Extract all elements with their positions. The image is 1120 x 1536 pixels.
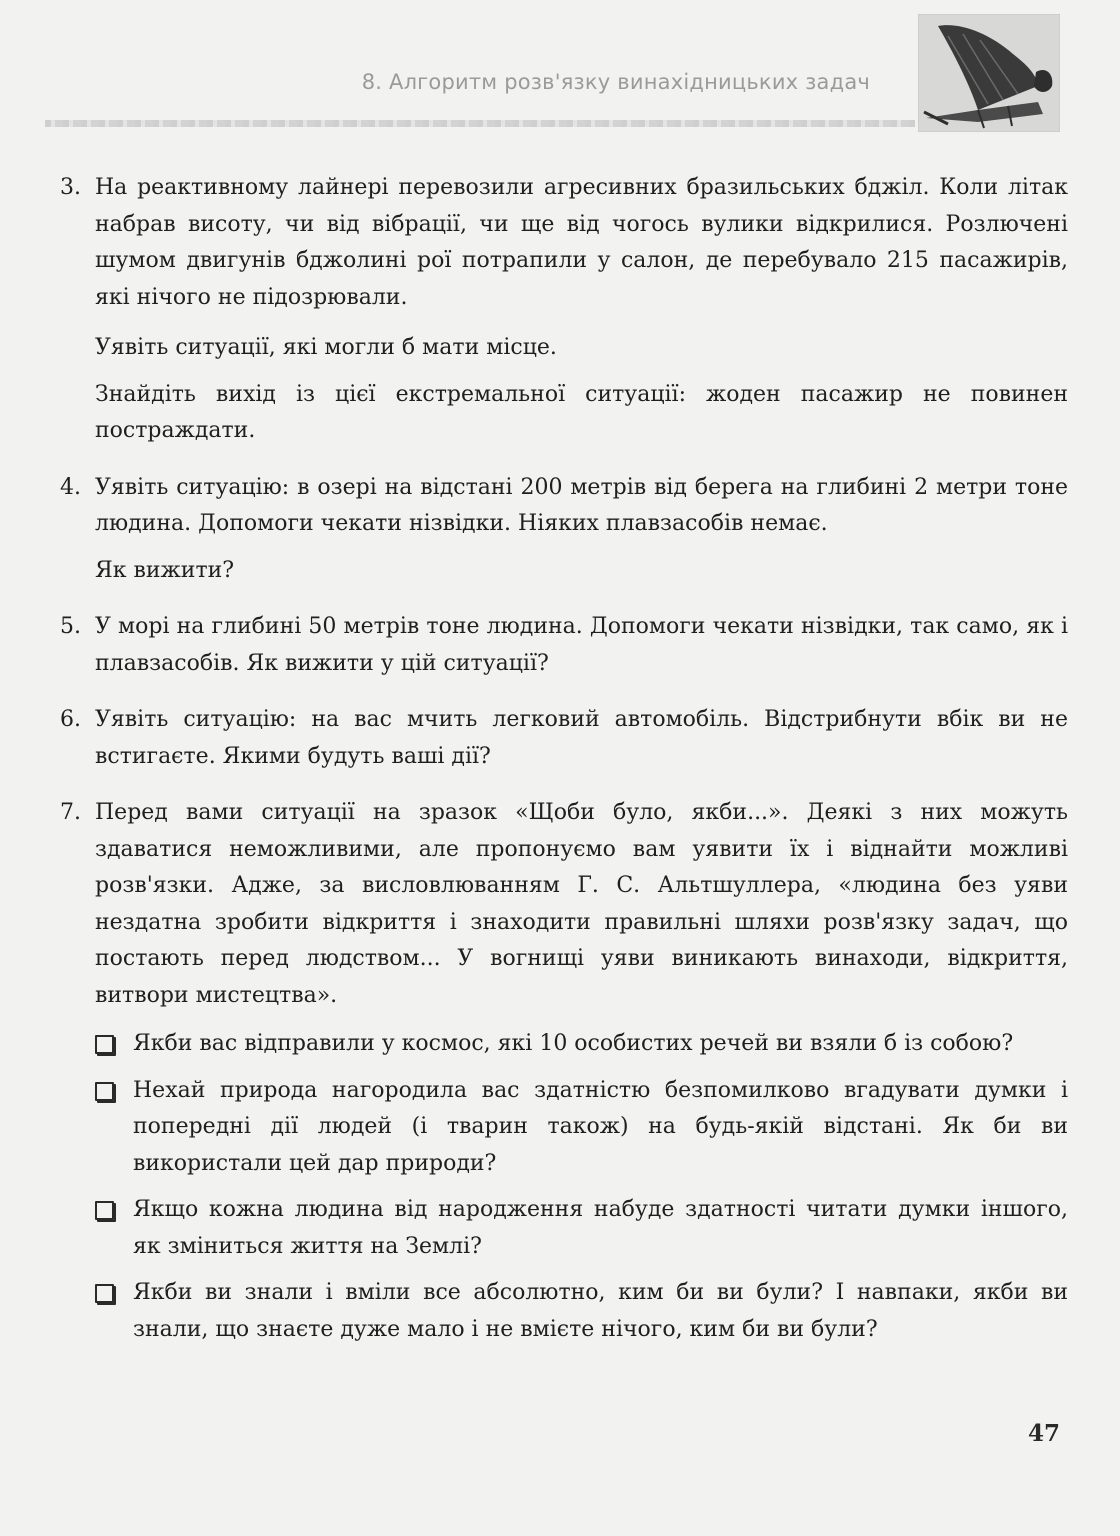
page-number: 47: [1027, 1420, 1060, 1447]
task-3: [60, 170, 1068, 450]
task-7: [60, 795, 1068, 1358]
list-item: [95, 1275, 1068, 1348]
task-paragraph: Як вижити?: [95, 557, 235, 583]
checkbox-square-icon: [95, 1082, 114, 1101]
bullet-text: Якби ви знали і вміли все абсолютно, ким би ви були? І навпаки, якби ви знали, що знаєте дуже мало і не вмієте нічого, ким би ви були?: [133, 1280, 1068, 1342]
flying-machine-illustration-icon: [918, 14, 1060, 132]
page-content: [60, 170, 1068, 1378]
checkbox-square-icon: [95, 1035, 114, 1054]
task-number: 5.: [60, 614, 81, 639]
task-6: [60, 702, 1068, 775]
task-paragraph: Уявіть ситуацію: в озері на відстані 200 метрів від берега на глибині 2 метри тоне людина. Допомоги чекати нізвідки. Ніяких плавзасобів немає.: [95, 474, 1068, 536]
task-number: 7.: [60, 800, 81, 825]
list-item: [95, 1073, 1068, 1183]
task-paragraph: На реактивному лайнері перевозили агресивних бразильських бджіл. Коли літак набрав висоту, чи від вібрації, чи ще від чогось вулики відкрилися. Розлючені шумом двигунів бджолині рої потрапили у салон, де перебувало 215 пасажирів, які нічого не підозрювали.: [95, 175, 1068, 310]
task-4: [60, 470, 1068, 590]
task-paragraph: У морі на глибині 50 метрів тоне людина. Допомоги чекати нізвідки, так само, як і плавзасобів. Як вижити у цій ситуації?: [95, 614, 1068, 676]
task-paragraph: Знайдіть вихід із цієї екстремальної ситуації: жоден пасажир не повинен постраждати.: [95, 381, 1068, 443]
task-paragraph: Уявіть ситуації, які могли б мати місце.: [95, 335, 557, 360]
task-number: 3.: [60, 175, 81, 200]
bullet-text: Якби вас відправили у космос, які 10 особистих речей ви взяли б із собою?: [133, 1031, 1014, 1056]
task-number: 4.: [60, 474, 81, 500]
task-number: 6.: [60, 707, 81, 732]
list-item: [95, 1026, 1068, 1063]
running-header-title: 8. Алгоритм розв'язку винахідницьких задач: [361, 70, 870, 94]
header-rule: [45, 120, 915, 127]
task-paragraph: Перед вами ситуації на зразок «Щоби було, якби...». Деякі з них можуть здаватися неможливими, але пропонуємо вам уявити їх і віднайти можливі розв'язки. Адже, за висловлюванням Г. С. Альтшуллера, «людина без уяви нездатна зробити відкриття і знаходити правильні шляхи розв'язку задач, що постають перед людством... У вогнищі уяви виникають винаходи, відкриття, витвори мистецтва».: [95, 800, 1068, 1008]
task-paragraph: Уявіть ситуацію: на вас мчить легковий автомобіль. Відстрибнути вбік ви не встигаєте. Якими будуть ваші дії?: [95, 707, 1068, 769]
checkbox-square-icon: [95, 1201, 114, 1220]
list-item: [95, 1192, 1068, 1265]
bullet-list: [95, 1026, 1068, 1348]
task-5: [60, 609, 1068, 682]
bullet-text: Нехай природа нагородила вас здатністю безпомилково вгадувати думки і попередні дії людей (і тварин також) на будь-якій відстані. Як би ви використали цей дар природи?: [133, 1077, 1068, 1176]
bullet-text: Якщо кожна людина від народження набуде здатності читати думки іншого, як зміниться життя на Землі?: [133, 1197, 1068, 1259]
checkbox-square-icon: [95, 1284, 114, 1303]
